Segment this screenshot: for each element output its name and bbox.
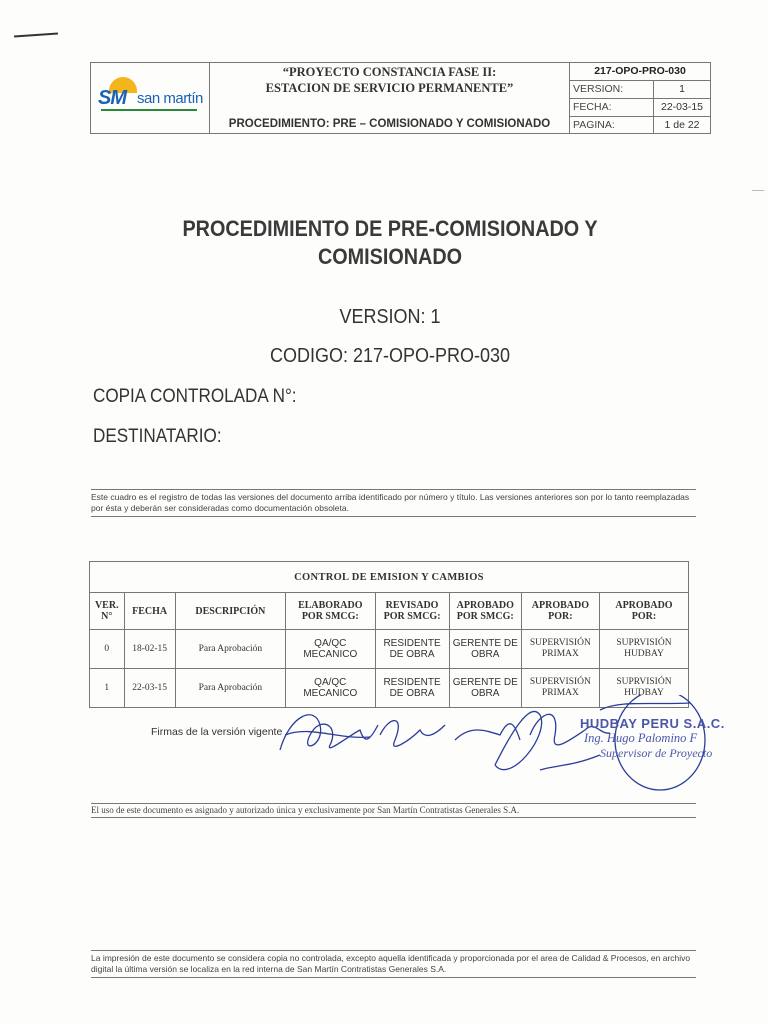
- document-title-line2: COMISIONADO: [317, 244, 463, 269]
- column-header: APROBADO POR:: [521, 593, 599, 630]
- column-header: ELABORADO POR SMCG:: [286, 593, 375, 630]
- version-line: VERSION: 1: [339, 306, 441, 328]
- column-header: FECHA: [124, 593, 175, 630]
- document-header: [90, 62, 711, 134]
- procedure-name: PROCEDIMIENTO: PRE – COMISIONADO Y COMISIONADO: [228, 118, 551, 130]
- document-title-line1: PROCEDIMIENTO DE PRE-COMISIONADO Y: [182, 216, 598, 241]
- table-cell: GERENTE DE OBRA: [449, 669, 521, 708]
- scan-mark: [14, 32, 58, 37]
- scan-mark-right: [752, 190, 764, 191]
- divider: [91, 489, 696, 490]
- stamp-company: HUDBAY PERU S.A.C.: [580, 716, 725, 731]
- table-cell: QA/QC MECANICO: [286, 669, 375, 708]
- company-logo: [91, 63, 210, 133]
- table-cell: Para Aprobación: [175, 669, 285, 708]
- signatures-label: Firmas de la versión vigente: [151, 726, 283, 738]
- stamp-role: Supervisor de Proyecto: [600, 746, 713, 760]
- table-cell: QA/QC MECANICO: [286, 630, 375, 669]
- meta-row-page: [570, 117, 710, 134]
- controlled-copy-label: COPIA CONTROLADA N°:: [93, 386, 297, 407]
- logo-underline: [101, 109, 197, 111]
- document-meta: [570, 63, 710, 133]
- table-row: [90, 630, 689, 669]
- table-cell: 18-02-15: [124, 630, 175, 669]
- document-code: 217-OPO-PRO-030: [570, 63, 710, 81]
- table-cell: RESIDENTE DE OBRA: [375, 630, 449, 669]
- usage-notice: El uso de este documento es asignado y autorizado única y exclusivamente por San Martín Contratistas Generales S.A.: [91, 803, 696, 818]
- column-header: APROBADO POR:: [599, 593, 688, 630]
- document-title: [120, 215, 660, 271]
- table-header-row: [90, 593, 689, 630]
- column-header: DESCRIPCIÓN: [175, 593, 285, 630]
- table-cell: 1: [90, 669, 125, 708]
- stamp-name: Ing. Hugo Palomino F: [584, 731, 698, 745]
- table-title: CONTROL DE EMISION Y CAMBIOS: [90, 562, 689, 593]
- table-cell: SUPERVISIÓN PRIMAX: [521, 630, 599, 669]
- logo-name: san martín: [137, 90, 203, 107]
- table-cell: Para Aprobación: [175, 630, 285, 669]
- table-cell: SUPRVISIÓN HUDBAY: [599, 669, 688, 708]
- meta-key: FECHA:: [570, 99, 654, 116]
- meta-value: 22-03-15: [660, 101, 704, 113]
- table-cell: 0: [90, 630, 125, 669]
- versions-notice: Este cuadro es el registro de todas las versiones del documento arriba identificado por número y título. Las versiones anteriores son por lo tanto reemplazadas por ésta y deberán ser consideradas como documentación obsoleta.: [91, 492, 696, 517]
- meta-row-date: [570, 99, 710, 117]
- table-cell: RESIDENTE DE OBRA: [375, 669, 449, 708]
- table-cell: 22-03-15: [124, 669, 175, 708]
- meta-key: VERSION:: [570, 81, 654, 98]
- table-cell: SUPERVISIÓN PRIMAX: [521, 669, 599, 708]
- project-title-line2: ESTACION DE SERVICIO PERMANENTE”: [265, 81, 514, 95]
- table-cell: GERENTE DE OBRA: [449, 630, 521, 669]
- meta-value: 1 de 22: [664, 119, 700, 131]
- recipient-label: DESTINATARIO:: [93, 426, 222, 447]
- meta-value: 1: [679, 83, 685, 95]
- project-cell: [210, 63, 570, 133]
- code-line: CODIGO: 217-OPO-PRO-030: [269, 345, 511, 367]
- meta-row-version: [570, 81, 710, 99]
- meta-key: PAGINA:: [570, 117, 654, 134]
- table-cell: SUPRVISIÓN HUDBAY: [599, 630, 688, 669]
- emission-control-table: [89, 561, 689, 708]
- logo-mark: SM: [98, 87, 126, 109]
- column-header: REVISADO POR SMCG:: [375, 593, 449, 630]
- column-header: APROBADO POR SMCG:: [449, 593, 521, 630]
- print-notice: La impresión de este documento se considera copia no controlada, excepto aquella identificada y proporcionada por el area de Calidad & Procesos, en archivo digital la última versión se localiza en la red interna de San Martín Contratistas Generales S.A.: [91, 950, 696, 978]
- project-title-line1: “PROYECTO CONSTANCIA FASE II:: [282, 65, 497, 79]
- column-header: VER. N°: [90, 593, 125, 630]
